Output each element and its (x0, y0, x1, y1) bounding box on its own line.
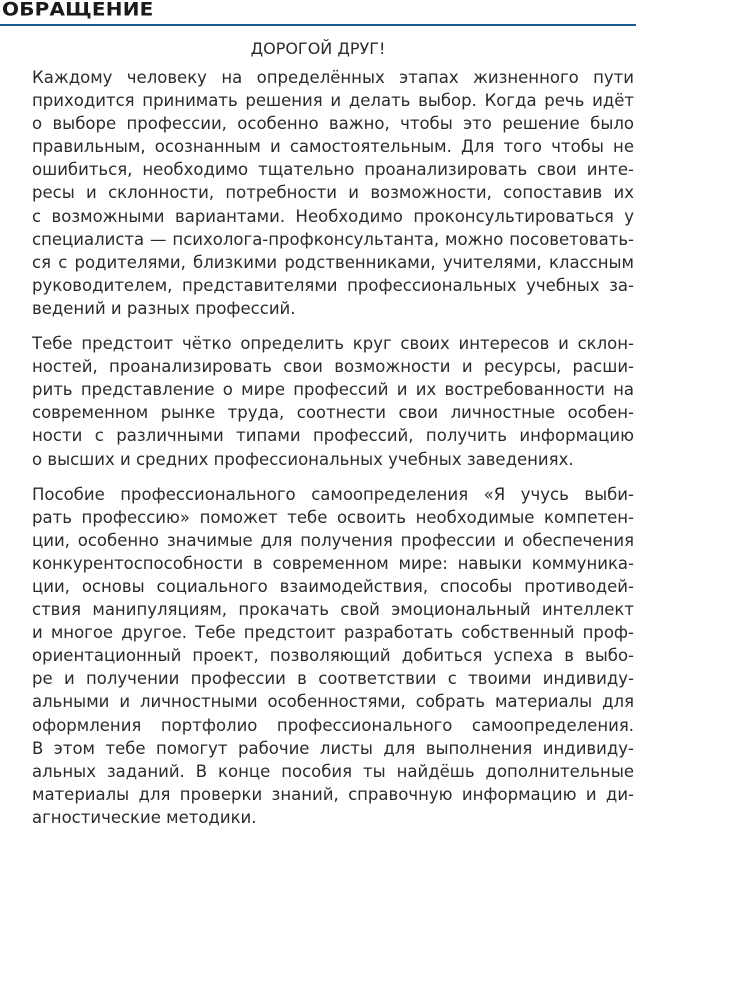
text-line: специалиста — психолога-профконсультанта, можно посоветовать- (32, 229, 634, 249)
text-line: ресы и склонности, потребности и возможности, сопоставив их (32, 183, 634, 203)
text-line: ре и получении профессии в соответствии с твоими индивиду- (32, 669, 634, 689)
text-line: о выборе профессии, особенно важно, чтобы это решение было (32, 114, 634, 134)
paragraph-3 (6, 483, 634, 829)
text-line: о высших и средних профессиональных учебных заведениях. (32, 449, 574, 469)
text-line: Тебе предстоит чётко определить круг своих интересов и склон- (32, 334, 634, 354)
text-line: альных заданий. В конце пособия ты найдёшь дополнительные (32, 761, 634, 781)
text-line: ностей, проанализировать свои возможности и ресурсы, расши- (32, 357, 634, 377)
section-header (0, 0, 636, 26)
body-text (6, 66, 634, 841)
section-title: ОБРАЩЕНИЕ (2, 0, 154, 21)
text-line: и многое другое. Тебе предстоит разработать собственный проф- (32, 623, 634, 643)
greeting-heading: ДОРОГОЙ ДРУГ! (250, 39, 386, 58)
text-line: В этом тебе помогут рабочие листы для выполнения индивиду- (32, 738, 634, 758)
text-line: конкурентоспособности в современном мире: навыки коммуника- (32, 553, 634, 573)
text-line: ствия манипуляциям, прокачать свой эмоциональный интеллект (32, 600, 634, 620)
text-line: Пособие профессионального самоопределения «Я учусь выби- (32, 484, 634, 504)
text-line: оформления портфолио профессионального самоопределения. (32, 715, 634, 735)
text-line: ориентационный проект, позволяющий добиться успеха в выбо- (32, 646, 634, 666)
text-line: ся с родителями, близкими родственниками, учителями, классным (32, 252, 634, 272)
text-line: ности с различными типами профессий, получить информацию (32, 426, 634, 446)
text-line: правильным, осознанным и самостоятельным. Для того чтобы не (32, 137, 634, 157)
text-line: современном рынке труда, соотнести свои личностные особен- (32, 403, 634, 423)
paragraph-2 (6, 332, 634, 471)
text-line: материалы для проверки знаний, справочную информацию и ди- (32, 784, 634, 804)
text-line: ции, особенно значимые для получения профессии и обеспечения (32, 530, 634, 550)
text-line: альными и личностными особенностями, собрать материалы для (32, 692, 634, 712)
text-line: ведений и разных профессий. (32, 298, 296, 318)
text-line: приходится принимать решения и делать выбор. Когда речь идёт (32, 91, 634, 111)
text-line: ции, основы социального взаимодействия, способы противодей- (32, 576, 634, 596)
text-line: рать профессию» поможет тебе освоить необходимые компетен- (32, 507, 634, 527)
text-line: агностические методики. (32, 807, 257, 827)
text-line: с возможными вариантами. Необходимо проконсультироваться у (32, 206, 634, 226)
text-line: Каждому человеку на определённых этапах жизненного пути (32, 68, 634, 87)
text-line: рить представление о мире профессий и их востребованности на (32, 380, 634, 400)
text-line: ошибиться, необходимо тщательно проанализировать свои инте- (32, 160, 634, 180)
text-line: руководителем, представителями профессиональных учебных за- (32, 275, 634, 295)
paragraph-1 (6, 66, 634, 320)
